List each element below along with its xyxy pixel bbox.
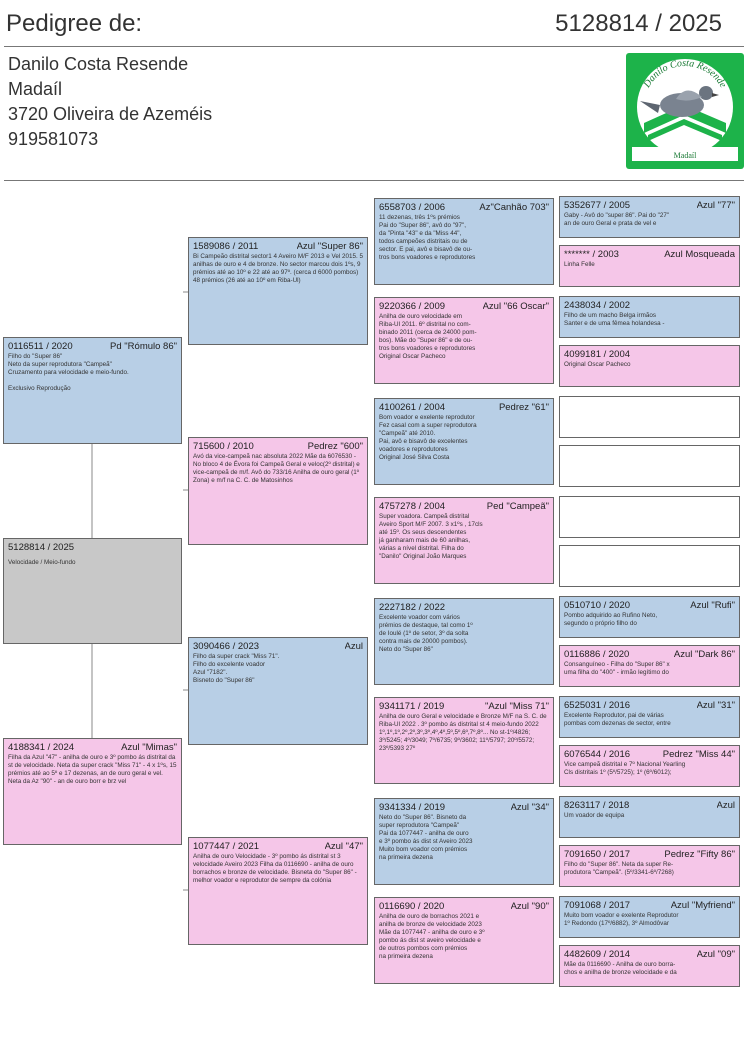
ssd-notes: Anilha de ouro velocidade em Riba-Ul 2011. 6º distrital no com- binado 2011 (cerca de 24000 pom- bos). Mãe do "Super 86" e de ou- tros bons voadores e reprodutores Original Oscar Pacheco [379, 313, 477, 360]
pedigree-title: Pedigree de: [6, 10, 143, 37]
g2-name: Azul Mosqueada [664, 249, 735, 260]
g11-ring: 6525031 / 2016 [564, 700, 631, 711]
g5-card-9 [559, 596, 740, 638]
dsd-ring: 9341171 / 2019 [379, 701, 445, 712]
dss-notes: Excelente voador com vários prémios de destaque, tal como 1º de Ioulé (1º de setor, 3º da solta contra mais de 20000 pombos). Neto do "Super 86" [379, 614, 473, 653]
sds-card [374, 398, 554, 485]
g10-notes: Consanguíneo - Filha do "Super 86" x uma filha do "400" - irmão legítimo do [564, 661, 670, 676]
subject-pigeon-card [3, 538, 182, 644]
g5-card-5-empty [559, 396, 740, 438]
g5-card-2 [559, 245, 740, 287]
g12-name: Pedrez "Miss 44" [662, 749, 735, 760]
ddd-card [374, 897, 554, 984]
dds-name: Azul "34" [510, 802, 549, 813]
sds-notes: Bom voador e exelente reprodutor Fez casal com a super reprodutora "Campeã" até 2010. Pai, avô e bisavô de excelentes voadores e reprodutores Original José Silva Costa [379, 414, 477, 461]
g14-ring: 7091650 / 2017 [564, 849, 631, 860]
dsd-card [374, 697, 554, 784]
g5-card-6-empty [559, 445, 740, 487]
g5-card-16 [559, 945, 740, 987]
owner-place: Madaíl [8, 79, 63, 99]
g9-ring: 0510710 / 2020 [564, 600, 631, 611]
dsd-notes: Anilha de ouro Geral e velocidade e Bronze M/F na S. C. de Riba-Ul 2022 . 3º pombo ás distrital st 4 meio-fundo 2022 1º,1º,1º,2º,2º,3º,3º,4º,4º,5º,5º,6º,7º,8º... No st-1º/4826; 3º/5245; 4º/3049; 7º/6735; 9º/3602; 11º/5797; 20º/5572; 23º/5393 27º [379, 713, 547, 752]
g3-notes: Filho de um macho Belga irmãos Santer e de uma fêmea holandesa - [564, 312, 665, 327]
dss-ring: 2227182 / 2022 [379, 602, 446, 613]
g15-ring: 7091068 / 2017 [564, 900, 631, 911]
g1-ring: 5352677 / 2005 [564, 200, 631, 211]
ssd-ring: 9220366 / 2009 [379, 301, 446, 312]
dds-ring: 9341334 / 2019 [379, 802, 446, 813]
g9-notes: Pombo adquirido ao Rufino Neto, segundo o próprio filho do [564, 612, 658, 627]
g5-card-11 [559, 696, 740, 738]
ddd-name: Azul "90" [510, 901, 549, 912]
ssd-name: Azul "66 Oscar" [482, 301, 549, 312]
sss-card [374, 198, 554, 285]
dam-sire-card [188, 637, 368, 745]
dss-card [374, 598, 554, 685]
g5-card-15 [559, 896, 740, 938]
g5-card-3 [559, 296, 740, 338]
ds-name: Azul [344, 641, 363, 652]
sdd-name: Ped "Campeã" [486, 501, 549, 512]
sire-sire-card [188, 237, 368, 345]
sd-notes: Avó da vice-campeã nac absoluta 2022 Mãe da 6076530 - No bloco 4 de Évora foi Campeã Geral e veloc(2º distrital) e vice-campeã de m/f. Avô do 733/16 Anilha de ouro geral (1º Zona) e m/f na C. C. de Matosinhos [193, 453, 360, 484]
g13-notes: Um voador de equipa [564, 812, 625, 819]
g3-ring: 2438034 / 2002 [564, 300, 631, 311]
svg-text:Madaíl: Madaíl [673, 151, 697, 160]
dam-name: Azul "Mimas" [121, 742, 177, 753]
g9-name: Azul "Rufi" [690, 600, 735, 611]
dam-notes: Filha da Azul "47" - anilha de ouro e 3º pombo ás distrital da st de velocidade. Neta da super crack "Miss 71" - 4 x 1ºs, 15 prémios até ao 5º e 17 dezenas, an de ouro geral e vel. Neta da Az "90" - an de ouro borr e brz vel [8, 754, 177, 785]
sss-name: Az"Canhão 703" [479, 202, 549, 213]
dam-card [3, 738, 182, 845]
g5-card-1 [559, 196, 740, 238]
sire-dam-card [188, 437, 368, 545]
sdd-card [374, 497, 554, 584]
g4-ring: 4099181 / 2004 [564, 349, 631, 360]
dds-notes: Neto do "Super 86". Bisneto da super reprodutora "Campeã" Pai da 1077447 - anilha de ouro e 3º pombo ás dist st Aveiro 2023 Muito bom voador com prémios na primeira dezena [379, 814, 473, 861]
sds-name: Pedrez "61" [498, 402, 549, 413]
ss-ring: 1589086 / 2011 [193, 241, 259, 252]
g5-card-7-empty [559, 496, 740, 538]
sds-ring: 4100261 / 2004 [379, 402, 446, 413]
g1-name: Azul "77" [696, 200, 735, 211]
g16-notes: Mãe da 0116690 - Anilha de ouro borra- chos e anilha de bronze velocidade e da [564, 961, 677, 976]
g16-name: Azul "09" [696, 949, 735, 960]
g14-notes: Filho do "Super 86". Neta da super Re- produtora "Campeã". (5º/3341-6º/7268) [564, 861, 674, 876]
sss-notes: 11 dezenas, três 1ºs prémios Pai do "Super 86", avô do "97", da "Pinta "43" e da "Miss 44", todos campeões distritais ou de sector. E pai, avô e bisavô de ou- tros bons voadores e reprodutores [379, 214, 476, 261]
g5-card-14 [559, 845, 740, 887]
sss-ring: 6558703 / 2006 [379, 202, 446, 213]
ddd-ring: 0116690 / 2020 [379, 901, 445, 912]
g11-notes: Excelente Reprodutor, pai de várias pombas com dezenas de sector, entre [564, 712, 671, 727]
g13-name: Azul [716, 800, 735, 811]
ss-name: Azul "Super 86" [296, 241, 363, 252]
g5-card-10 [559, 645, 740, 687]
dsd-name: "Azul "Miss 71" [485, 701, 549, 712]
g2-notes: Linha Felle [564, 261, 595, 268]
sire-ring: 0116511 / 2020 [8, 341, 73, 352]
sd-ring: 715600 / 2010 [193, 441, 254, 452]
ds-notes: Filho da super crack "Miss 71". Filho do excelente voador Azul "7182". Bisneto do "Super 86" [193, 653, 280, 684]
sire-notes: Filho do "Super 86" Neto da super reprodutora "Campeã" Cruzamento para velocidade e meio-fundo. Exclusivo Reprodução [8, 353, 129, 392]
owner-name: Danilo Costa Resende [8, 54, 189, 74]
ddd-notes: Anilha de ouro de borrachos 2021 e anilha de bronze de velocidade 2023 Mãe da 1077447 - anilha de ouro e 3º pombo ás dist st aveiro velocidade e de outros pombos com prémios na primeira dezena [379, 913, 485, 960]
sire-name: Pd "Rómulo 86" [110, 341, 177, 352]
ss-notes: Bi Campeão distrital sector1 4 Aveiro M/F 2013 e Vel 2015. 5 anilhas de ouro e 4 de bronze. No sector marcou dois 1ºs, 9 prémios até ao 10º e 22 até ao 97º. (cerca d 6000 pombos) 48 prémios (26 até ao 10º em Riba-Ul) [193, 253, 363, 284]
g11-name: Azul "31" [696, 700, 735, 711]
g5-card-13 [559, 796, 740, 838]
dds-card [374, 798, 554, 885]
g1-notes: Gaby - Avô do "super 86". Pai do "27" an de ouro Geral e prata de vel e [564, 212, 670, 227]
g10-ring: 0116886 / 2020 [564, 649, 630, 660]
g15-notes: Muito bom voador e exelente Reprodutor 1º Redondo (17º/6882), 3º Almodôvar [564, 912, 679, 927]
g12-ring: 6076544 / 2016 [564, 749, 631, 760]
sdd-ring: 4757278 / 2004 [379, 501, 446, 512]
dam-ring: 4188341 / 2024 [8, 742, 75, 753]
ds-ring: 3090466 / 2023 [193, 641, 260, 652]
svg-text:Danilo Costa Resende: Danilo Costa Resende [641, 57, 729, 90]
g2-ring: ******* / 2003 [564, 249, 619, 260]
sd-name: Pedrez "600" [307, 441, 363, 452]
subject-notes: Velocidade / Meio-fundo [8, 559, 76, 566]
g5-card-4 [559, 345, 740, 387]
g13-ring: 8263117 / 2018 [564, 800, 630, 811]
ssd-card [374, 297, 554, 384]
sdd-notes: Super voadora. Campeã distrital Aveiro Sport M/F 2007. 3 x1ºs , 17cls até 15º. Os seus descendentes já ganharam mais de 60 anilhas, várias a nível distrital. Filha do "Danilo" Original João Marques [379, 513, 483, 560]
dd-name: Azul "47" [324, 841, 363, 852]
owner-address: 3720 Oliveira de Azeméis [8, 104, 213, 124]
g16-ring: 4482609 / 2014 [564, 949, 631, 960]
dd-notes: Anilha de ouro Velocidade - 3º pombo ás distrital st 3 velocidade Aveiro 2023 Filha da 0116690 - anilha de ouro borrachos e bronze de velocidade. Bisneta do "Super 86" - melhor voador e reprodutor de sempre da colónia [193, 853, 357, 884]
dam-dam-card [188, 837, 368, 945]
g5-card-12 [559, 745, 740, 787]
owner-phone: 919581073 [8, 129, 99, 149]
pedigree-ring-number: 5128814 / 2025 [555, 10, 722, 37]
g4-notes: Original Oscar Pacheco [564, 361, 631, 368]
g12-notes: Vice campeã distrital e 7º Nacional Yearling Cls distritais 1º (5º/5725); 1º (6º/6012); [564, 761, 686, 776]
g14-name: Pedrez "Fifty 86" [664, 849, 735, 860]
g15-name: Azul "Myfriend" [670, 900, 735, 911]
sire-card [3, 337, 182, 444]
subject-ring: 5128814 / 2025 [8, 542, 75, 553]
g10-name: Azul "Dark 86" [673, 649, 735, 660]
g5-card-8-empty [559, 545, 740, 587]
dd-ring: 1077447 / 2021 [193, 841, 260, 852]
